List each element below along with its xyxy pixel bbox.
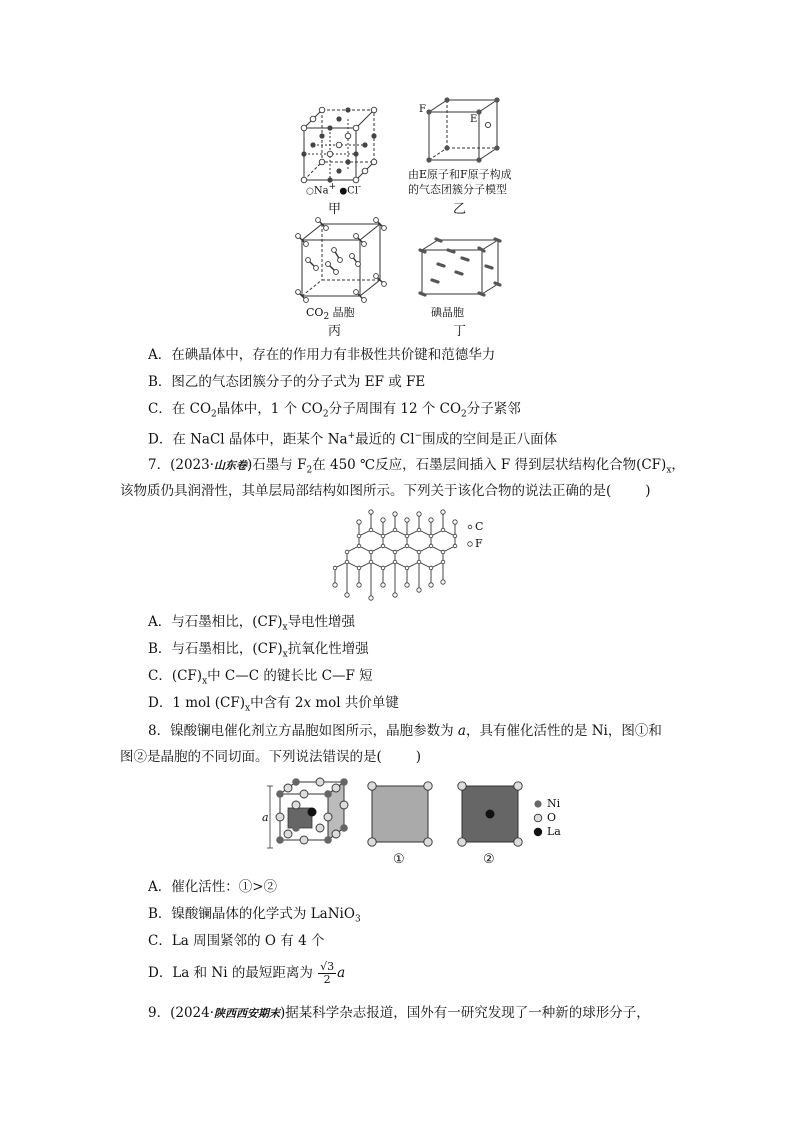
- q7-option-d: D．1 mol $(CF)_x$中含有 2x mol 共价单键: [148, 695, 399, 714]
- q6-option-a: A．在碘晶体中，存在的作用力有非极性共价键和范德华力: [148, 347, 496, 363]
- q8-option-c: C．La 周围紧邻的 O 有 4 个: [148, 933, 325, 949]
- atom-e-label: E: [470, 114, 478, 125]
- q8-option-d: D．La 和 Ni 的最短距离为 $\frac{√3}{2}$ a: [148, 960, 346, 986]
- lanio3-legend-symbols: [532, 798, 544, 844]
- figure-label-yi: 乙: [453, 202, 467, 217]
- cut-plane-1-label: ①: [393, 852, 405, 867]
- figure-label-ding: 丁: [453, 324, 467, 339]
- cut-plane-1-figure: [366, 780, 434, 848]
- nacl-legend: ○Na+ ●Cl-: [306, 182, 362, 197]
- iodine-unit-cell-figure: [418, 236, 502, 298]
- figure-label-bing: 丙: [328, 324, 342, 339]
- gas-cluster-molecule-figure: [425, 97, 505, 167]
- lanio3-unit-cell-figure: [262, 778, 357, 853]
- iodine-caption: 碘晶胞: [431, 306, 464, 319]
- figure-label-jia: 甲: [328, 202, 342, 217]
- cf-legend-f-symbol: [466, 540, 474, 548]
- q8-option-b: B．镍酸镧晶体的化学式为 LaNiO$_3$: [148, 906, 361, 925]
- q8-stem-line2: 图②是晶胞的不同切面。下列说法错误的是( ): [120, 749, 422, 765]
- cluster-caption-line1: 由E原子和F原子构成: [408, 168, 512, 181]
- legend-ni-label: Ni: [547, 797, 561, 810]
- legend-la-label: La: [547, 825, 561, 838]
- q6-option-d: D．在 NaCl 晶体中，距某个 Na+最近的 Cl−围成的空间是正八面体: [148, 431, 558, 448]
- cut-plane-2-figure: [456, 780, 524, 848]
- cluster-caption-line2: 的气态团簇分子模型: [408, 183, 507, 196]
- q7-stem-line2: 该物质仍具润滑性，其单层局部结构如图所示。下列关于该化合物的说法正确的是( ): [120, 483, 651, 499]
- co2-unit-cell-figure: [296, 220, 388, 300]
- cf-layer-structure-figure: [325, 510, 470, 605]
- q7-option-b: B．与石墨相比，$(CF)_x$抗氧化性增强: [148, 641, 369, 660]
- cell-parameter-label: a: [262, 811, 269, 824]
- cut-plane-2-label: ②: [483, 852, 495, 867]
- q7-option-c: C．$(CF)_x$中 C—C 的键长比 C—F 短: [148, 668, 373, 687]
- co2-caption: $CO_2$ 晶胞: [306, 306, 355, 323]
- nacl-unit-cell-figure: [300, 100, 380, 190]
- cf-legend-c-symbol: [466, 523, 474, 531]
- q9-stem: 9．(2024·陕西西安期末)据某科学杂志报道，国外有一研究发现了一种新的球形分子，: [148, 1005, 650, 1021]
- q6-option-b: B．图乙的气态团簇分子的分子式为 EF 或 FE: [148, 374, 426, 390]
- distance-fraction: $\frac{√3}{2}$: [320, 960, 335, 986]
- atom-f-label: F: [419, 104, 426, 115]
- q6-option-c: C．在 $CO_2$晶体中，1 个 $CO_2$分子周围有 12 个 $CO_2$分子紧邻: [148, 401, 521, 420]
- legend-o-label: O: [547, 811, 557, 824]
- cf-legend-f-label: F: [475, 537, 483, 550]
- q8-stem-line1: 8．镍酸镧电催化剂立方晶胞如图所示，晶胞参数为 a，具有催化活性的是 Ni，图①和: [148, 723, 662, 739]
- q7-option-a: A．与石墨相比，$(CF)_x$导电性增强: [148, 614, 356, 633]
- q8-option-a: A．催化活性：①>②: [148, 879, 278, 895]
- cf-legend-c-label: C: [475, 520, 484, 533]
- q7-stem-line1: 7．(2023·山东卷)石墨与 $F_2$在 450 ℃反应，石墨层间插入 F 得到层状结构化合物$(CF)_x$，: [148, 457, 685, 476]
